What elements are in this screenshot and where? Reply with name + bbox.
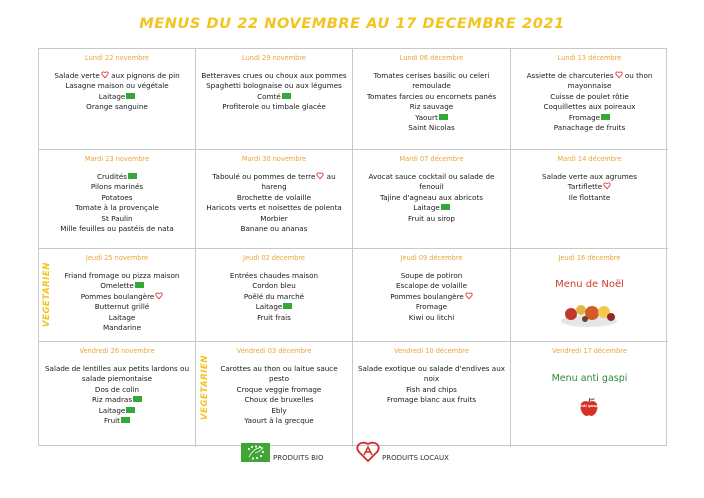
anti-waste-menu-title: Menu anti gaspi (551, 373, 628, 384)
dish-item: Fish and chips (406, 384, 457, 394)
dish-list (353, 271, 510, 323)
dish-item: Laitage (43, 92, 191, 102)
dish-item: Pommes boulangère (357, 292, 506, 302)
dish-item: Banane ou ananas (240, 224, 308, 234)
day-heading: Jeudi 16 décembre (558, 254, 621, 262)
dish-item: Comté (200, 92, 348, 102)
day-heading: Lundi 22 novembre (85, 54, 149, 62)
dish-item: Tajine d'agneau aux abricots (380, 192, 483, 202)
day-heading: Jeudi 25 novembre (85, 254, 149, 262)
legend-bio-label: PRODUITS BIO (273, 454, 324, 462)
day-cell-friday (353, 342, 511, 447)
dish-item: Coquillettes aux poireaux (543, 102, 636, 112)
organic-product-icon (126, 407, 135, 413)
day-heading: Vendredi 26 novembre (79, 347, 155, 355)
dish-item: Croque veggie fromage (236, 384, 322, 394)
day-cell-monday (39, 49, 196, 150)
local-product-icon (615, 71, 623, 79)
dish-item: Yaourt (357, 113, 506, 123)
day-heading: Mardi 23 novembre (84, 155, 150, 163)
menu-grid (38, 48, 667, 446)
dish-list (511, 71, 668, 133)
day-heading: Vendredi 10 décembre (394, 347, 469, 355)
dish-item: Kiwi ou litchi (408, 312, 455, 322)
dish-item: Laitage (200, 302, 348, 312)
day-cell-thursday (353, 249, 511, 342)
dish-item: Choux de bruxelles (244, 395, 314, 405)
dish-item: Ile flottante (568, 192, 611, 202)
day-cell-thursday (196, 249, 353, 342)
christmas-food-icon (559, 299, 619, 329)
organic-product-icon (135, 282, 144, 288)
dish-list (39, 172, 195, 234)
local-product-icon (155, 292, 163, 300)
local-product-icon (316, 172, 324, 180)
day-cell-tuesday (353, 150, 511, 249)
anti-gaspi-badge-label: anti gaspi (578, 404, 600, 408)
dish-item: Fruit frais (257, 312, 291, 322)
day-heading: Vendredi 17 décembre (552, 347, 627, 355)
organic-product-icon (439, 114, 448, 120)
dish-list (196, 271, 352, 323)
dish-item: Fruit au sirop (408, 213, 455, 223)
dish-item: St Paulin (101, 213, 133, 223)
day-heading: Lundi 13 décembre (557, 54, 622, 62)
dish-item: Mandarine (102, 323, 142, 333)
day-heading: Mardi 30 novembre (241, 155, 307, 163)
page-title: MENUS DU 22 NOVEMBRE AU 17 DECEMBRE 2021 (139, 16, 565, 32)
dish-item: Fruit (43, 416, 191, 426)
dish-item: Tomates cerises basilic ou celeri remoulade (373, 71, 490, 91)
dish-item: Carottes au thon ou laitue sauce pesto (220, 364, 338, 384)
organic-product-icon (283, 303, 292, 309)
dish-item: Poêlé du marché (243, 291, 305, 301)
day-cell-thursday (39, 249, 196, 342)
dish-item: Soupe de potiron (400, 271, 463, 280)
dish-item: Cordon bleu (252, 281, 296, 291)
dish-list (196, 364, 352, 426)
dish-item: Fromage (515, 113, 664, 123)
dish-item: Tartiflette (515, 182, 664, 192)
dish-item: Saint Nicolas (408, 123, 455, 133)
day-cell-monday (353, 49, 511, 150)
dish-item: Laitage (357, 203, 506, 213)
dish-list (39, 364, 195, 426)
day-heading: Lundi 29 novembre (242, 54, 306, 62)
day-heading: Lundi 06 décembre (399, 54, 464, 62)
dish-item: Betteraves crues ou choux aux pommes (201, 71, 347, 80)
dish-item: Salade verte aux agrumes (542, 172, 637, 181)
organic-product-icon (282, 93, 291, 99)
dish-item: Salade exotique ou salade d'endives aux noix (357, 364, 506, 384)
dish-item: Dos de colin (94, 384, 140, 394)
day-cell-tuesday (511, 150, 668, 249)
dish-item: Omelette (53, 281, 191, 291)
dish-item: Mille feuilles ou pastéis de nata (60, 224, 174, 234)
day-heading: Vendredi 03 décembre (236, 347, 312, 355)
day-cell-friday (511, 342, 668, 447)
dish-item: Assiette de charcuteries ou thon mayonnaise (526, 71, 653, 91)
day-heading: Mardi 07 décembre (399, 155, 464, 163)
organic-product-icon (441, 204, 450, 210)
local-products-logo-icon (355, 441, 381, 463)
dish-item: Orange sanguine (86, 102, 148, 112)
dish-list (196, 172, 352, 234)
vegetarian-label-thursday: VEGETARIEN (42, 262, 52, 328)
dish-list (353, 172, 510, 224)
dish-item: Potatoes (101, 192, 133, 202)
dish-item: Tomate à la provençale (75, 203, 159, 213)
dish-item: Riz sauvage (409, 102, 454, 112)
dish-list (39, 271, 195, 333)
dish-item: Fromage blanc aux fruits (386, 395, 477, 405)
dish-item: Profiterole ou timbale glacée (222, 102, 326, 112)
organic-product-icon (133, 396, 142, 402)
dish-item: Brochette de volaille (236, 192, 312, 202)
dish-list (196, 71, 352, 113)
organic-product-icon (128, 173, 137, 179)
dish-item: Salade de lentilles aux petits lardons ou salade piemontaise (44, 364, 189, 384)
vegetarian-label-friday: VEGETARIEN (200, 355, 210, 421)
dish-item: Morbier (260, 213, 288, 223)
day-cell-friday (39, 342, 196, 447)
dish-item: Tomates farcies ou encornets panés (366, 91, 497, 101)
day-cell-monday (196, 49, 353, 150)
dish-item: Butternut grillé (94, 302, 150, 312)
dish-item: Friand fromage ou pizza maison (64, 271, 180, 280)
dish-item: Ebly (271, 405, 287, 415)
dish-list (39, 71, 195, 113)
day-cell-thursday (511, 249, 668, 342)
dish-item: Spaghetti bolognaise ou aux légumes (206, 81, 342, 91)
day-cell-monday (511, 49, 668, 150)
dish-item: Cuisse de poulet rôtie (550, 91, 629, 101)
organic-product-icon (121, 417, 130, 423)
dish-item: Panachage de fruits (553, 123, 626, 133)
dish-item: Avocat sauce cocktail ou salade de fenouil (368, 172, 495, 192)
local-product-icon (465, 292, 473, 300)
legend-local-label: PRODUITS LOCAUX (382, 454, 449, 462)
dish-list (353, 364, 510, 406)
dish-item: Pommes boulangère (53, 292, 191, 302)
local-product-icon (101, 71, 109, 79)
anti-gaspi-apple-icon (578, 397, 600, 419)
dish-item: Yaourt à la grecque (244, 416, 314, 426)
day-cell-friday (196, 342, 353, 447)
dish-item: Fromage (415, 302, 448, 312)
day-heading: Jeudi 02 décembre (243, 254, 305, 262)
dish-item: Laitage (108, 312, 136, 322)
bio-logo-icon (241, 443, 270, 462)
dish-item: Laitage (43, 406, 191, 416)
dish-item: Taboulé ou pommes de terre au hareng (212, 172, 336, 192)
day-cell-tuesday (39, 150, 196, 249)
dish-item: Entrées chaudes maison (229, 271, 319, 280)
dish-item: Crudités (43, 172, 191, 182)
day-heading: Mardi 14 décembre (557, 155, 622, 163)
dish-item: Pilons marinés (90, 182, 144, 192)
dish-item: Lasagne maison ou végétale (65, 81, 169, 91)
dish-list (511, 172, 668, 203)
organic-product-icon (126, 93, 135, 99)
dish-item: Haricots verts et noisettes de polenta (206, 203, 342, 213)
local-product-icon (603, 182, 611, 190)
dish-item: Salade verte aux pignons de pin (54, 71, 180, 80)
day-heading: Jeudi 09 décembre (400, 254, 463, 262)
christmas-menu-title: Menu de Noël (555, 279, 624, 290)
dish-list (353, 71, 510, 133)
organic-product-icon (601, 114, 610, 120)
dish-item: Escalope de volaille (395, 281, 468, 291)
day-cell-tuesday (196, 150, 353, 249)
dish-item: Riz madras (43, 395, 191, 405)
